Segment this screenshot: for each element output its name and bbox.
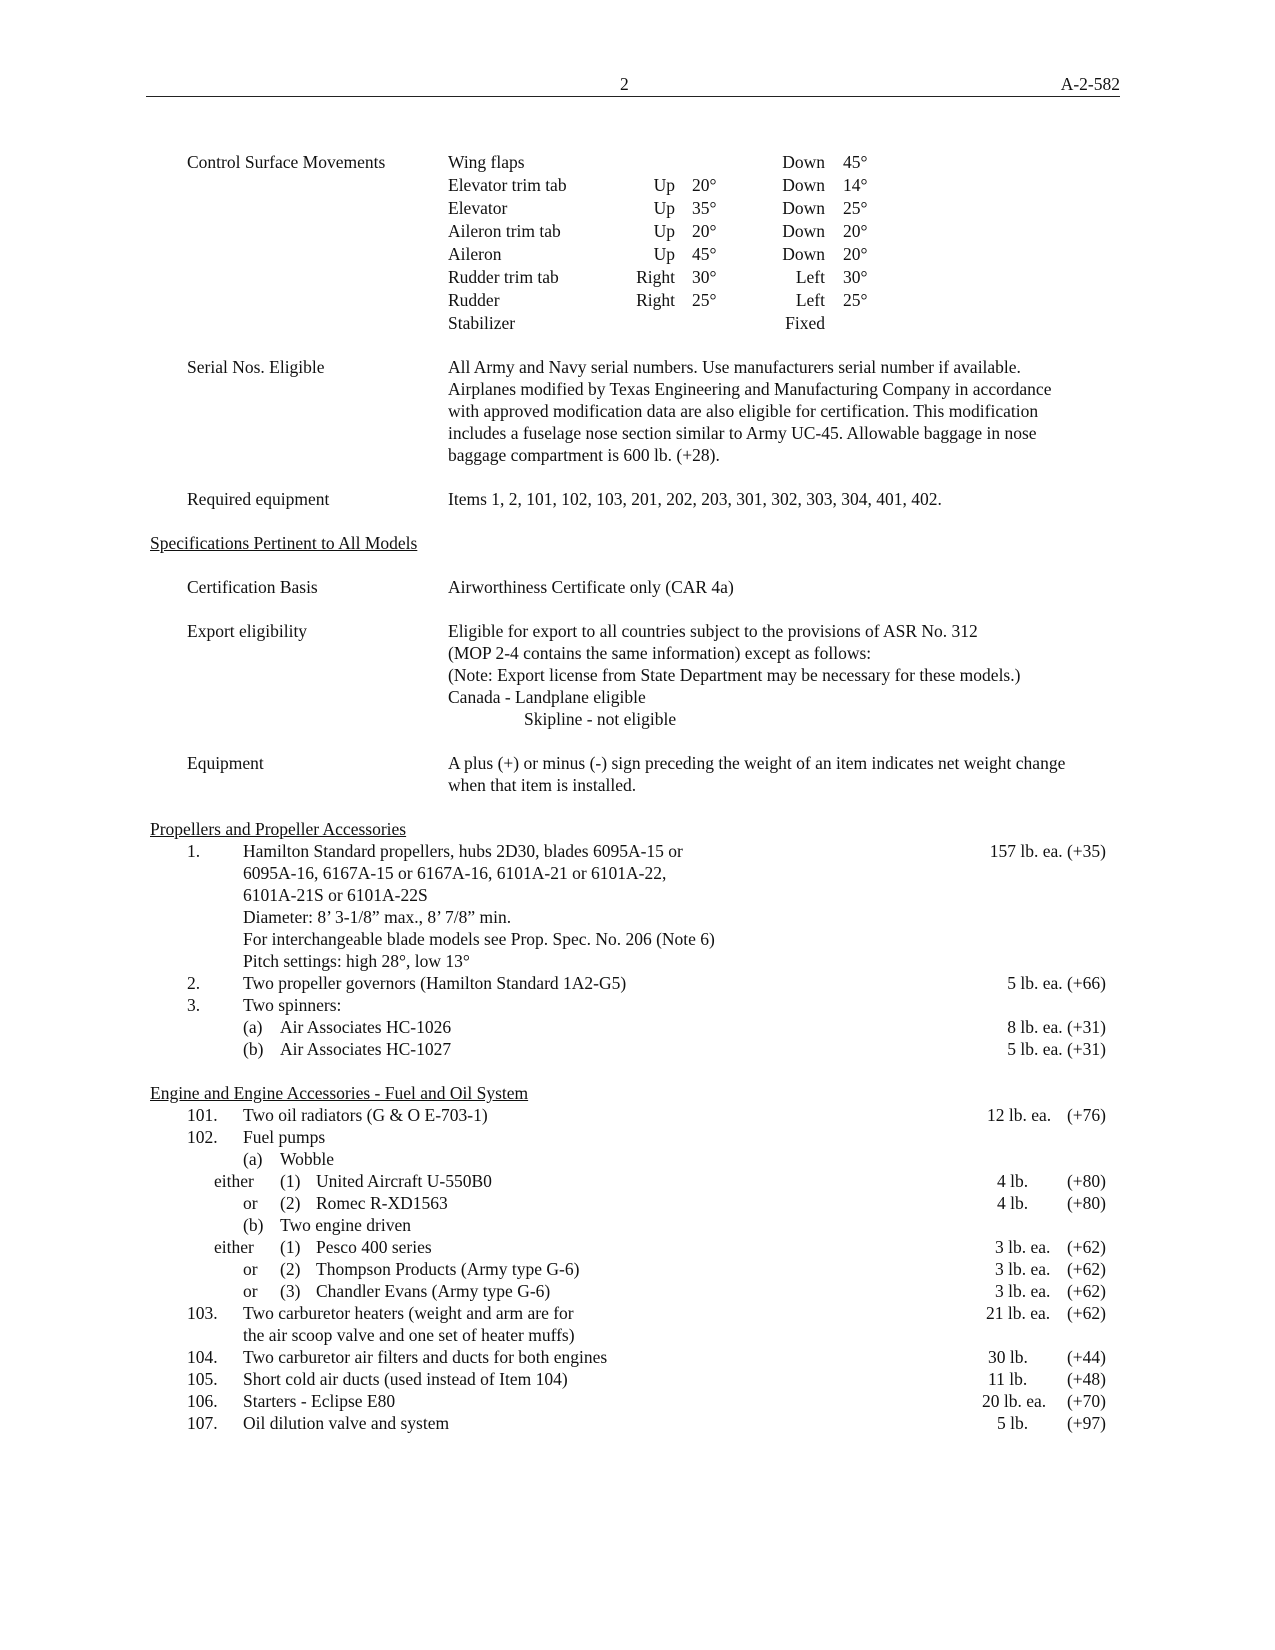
sub-item-letter: (b) — [243, 1039, 264, 1059]
control-surface-name: Rudder — [448, 290, 500, 310]
text-line: with approved modification data are also eligible for certification. This modification — [448, 401, 1039, 421]
header-rule — [146, 96, 1120, 97]
item-text: Two carburetor heaters (weight and arm are for — [243, 1303, 574, 1323]
item-weight: 12 lb. ea. — [987, 1105, 1052, 1125]
item-weight: 20 lb. ea. — [982, 1391, 1047, 1411]
control-surface-name: Stabilizer — [448, 313, 516, 333]
option-text: Pesco 400 series — [316, 1237, 432, 1257]
page-number: 2 — [620, 74, 629, 94]
item-number: 3. — [187, 995, 201, 1015]
item-weight: 5 lb. ea. (+66) — [1007, 973, 1106, 993]
text-line: Skipline - not eligible — [524, 709, 677, 729]
document-id: A-2-582 — [1060, 74, 1120, 94]
item-text: Oil dilution valve and system — [243, 1413, 450, 1433]
text-line: Eligible for export to all countries subject to the provisions of ASR No. 312 — [448, 621, 978, 641]
item-number: 106. — [187, 1391, 218, 1411]
item-text: Two propeller governors (Hamilton Standard 1A2-G5) — [243, 973, 627, 993]
control-surface-val2: 20° — [843, 244, 868, 264]
certification-basis-text: Airworthiness Certificate only (CAR 4a) — [448, 577, 734, 597]
control-surface-val2: 25° — [843, 198, 868, 218]
item-arm: (+44) — [1066, 1347, 1106, 1367]
export-eligibility-label: Export eligibility — [187, 621, 308, 641]
control-surface-dir1: Right — [636, 267, 675, 287]
control-surface-val1: 30° — [692, 267, 717, 287]
option-prefix: or — [243, 1193, 258, 1213]
item-text: Fuel pumps — [243, 1127, 326, 1147]
specifications-heading: Specifications Pertinent to All Models — [150, 533, 418, 553]
item-arm: (+62) — [1066, 1303, 1106, 1323]
control-surface-dir1: Right — [636, 290, 675, 310]
text-line: baggage compartment is 600 lb. (+28). — [448, 445, 720, 465]
sub-item-text: Two engine driven — [280, 1215, 411, 1235]
item-weight: 21 lb. ea. — [986, 1303, 1051, 1323]
option-text: Romec R-XD1563 — [316, 1193, 448, 1213]
control-surface-dir2: Down — [782, 221, 825, 241]
item-number: 2. — [187, 973, 201, 993]
sub-item-letter: (a) — [243, 1149, 263, 1169]
option-number: (1) — [280, 1171, 301, 1191]
option-text: Chandler Evans (Army type G-6) — [316, 1281, 551, 1301]
control-surface-val1: 25° — [692, 290, 717, 310]
control-surface-val2: 14° — [843, 175, 868, 195]
item-number: 103. — [187, 1303, 218, 1323]
control-surface-val2: 20° — [843, 221, 868, 241]
option-prefix: either — [214, 1237, 254, 1257]
control-surface-val1: 20° — [692, 221, 717, 241]
item-arm: (+62) — [1066, 1237, 1106, 1257]
item-arm: (+48) — [1066, 1369, 1106, 1389]
option-prefix: either — [214, 1171, 254, 1191]
item-number: 107. — [187, 1413, 218, 1433]
control-surface-name: Aileron trim tab — [448, 221, 561, 241]
control-surface-val2: 25° — [843, 290, 868, 310]
item-number: 104. — [187, 1347, 218, 1367]
text-line: Canada - Landplane eligible — [448, 687, 646, 707]
item-weight: 30 lb. — [988, 1347, 1028, 1367]
control-surface-name: Elevator trim tab — [448, 175, 567, 195]
serial-nos-label: Serial Nos. Eligible — [187, 357, 325, 377]
propellers-heading: Propellers and Propeller Accessories — [150, 819, 407, 839]
item-arm: (+62) — [1066, 1259, 1106, 1279]
control-surface-dir1: Up — [653, 198, 675, 218]
control-surface-dir2: Fixed — [785, 313, 825, 333]
item-text: Two oil radiators (G & O E-703-1) — [243, 1105, 488, 1125]
item-number: 1. — [187, 841, 201, 861]
item-text: Two carburetor air filters and ducts for both engines — [243, 1347, 608, 1367]
item-weight: 157 lb. ea. (+35) — [989, 841, 1106, 861]
item-text: Short cold air ducts (used instead of Item 104) — [243, 1369, 568, 1389]
required-equipment-text: Items 1, 2, 101, 102, 103, 201, 202, 203, 301, 302, 303, 304, 401, 402. — [448, 489, 942, 509]
control-surface-dir2: Down — [782, 152, 825, 172]
control-surface-dir1: Up — [653, 244, 675, 264]
control-surface-name: Aileron — [448, 244, 502, 264]
control-surface-val2: 30° — [843, 267, 868, 287]
control-surface-name: Rudder trim tab — [448, 267, 559, 287]
item-weight: 3 lb. ea. — [995, 1281, 1051, 1301]
text-line: when that item is installed. — [448, 775, 637, 795]
item-weight: 3 lb. ea. — [995, 1259, 1051, 1279]
item-number: 101. — [187, 1105, 218, 1125]
item-arm: (+80) — [1066, 1171, 1106, 1191]
text-line: For interchangeable blade models see Prop. Spec. No. 206 (Note 6) — [243, 929, 715, 949]
text-line: A plus (+) or minus (-) sign preceding the weight of an item indicates net weight change — [448, 753, 1066, 773]
sub-item-letter: (b) — [243, 1215, 264, 1235]
item-text: the air scoop valve and one set of heater muffs) — [243, 1325, 575, 1345]
control-surface-name: Elevator — [448, 198, 508, 218]
control-surfaces-label: Control Surface Movements — [187, 152, 386, 172]
item-text: Two spinners: — [243, 995, 342, 1015]
option-text: Thompson Products (Army type G-6) — [316, 1259, 580, 1279]
control-surface-dir2: Left — [795, 290, 825, 310]
item-arm: (+97) — [1066, 1413, 1106, 1433]
option-prefix: or — [243, 1259, 258, 1279]
control-surface-val2: 45° — [843, 152, 868, 172]
control-surface-dir1: Up — [653, 175, 675, 195]
option-text: United Aircraft U-550B0 — [316, 1171, 492, 1191]
item-weight: 4 lb. — [997, 1171, 1029, 1191]
control-surface-dir2: Down — [782, 244, 825, 264]
item-number: 102. — [187, 1127, 218, 1147]
text-line: Diameter: 8’ 3-1/8” max., 8’ 7/8” min. — [243, 907, 512, 927]
engine-heading: Engine and Engine Accessories - Fuel and Oil System — [150, 1083, 529, 1103]
text-line: Hamilton Standard propellers, hubs 2D30, blades 6095A-15 or — [243, 841, 683, 861]
sub-item-text: Wobble — [280, 1149, 334, 1169]
option-number: (1) — [280, 1237, 301, 1257]
item-arm: (+76) — [1066, 1105, 1106, 1125]
control-surface-dir2: Down — [782, 198, 825, 218]
control-surface-dir1: Up — [653, 221, 675, 241]
text-line: Pitch settings: high 28°, low 13° — [243, 951, 470, 971]
item-weight: 5 lb. — [997, 1413, 1029, 1433]
required-equipment-label: Required equipment — [187, 489, 330, 509]
option-number: (3) — [280, 1281, 301, 1301]
text-line: 6101A-21S or 6101A-22S — [243, 885, 428, 905]
control-surface-name: Wing flaps — [448, 152, 525, 172]
control-surface-val1: 35° — [692, 198, 717, 218]
control-surface-val1: 45° — [692, 244, 717, 264]
item-weight: 8 lb. ea. (+31) — [1007, 1017, 1106, 1037]
text-line: Airplanes modified by Texas Engineering and Manufacturing Company in accordance — [448, 379, 1052, 399]
text-line: (MOP 2-4 contains the same information) except as follows: — [448, 643, 872, 663]
option-number: (2) — [280, 1193, 301, 1213]
item-weight: 11 lb. — [988, 1369, 1028, 1389]
control-surface-dir2: Down — [782, 175, 825, 195]
item-text: Starters - Eclipse E80 — [243, 1391, 396, 1411]
option-prefix: or — [243, 1281, 258, 1301]
control-surface-dir2: Left — [795, 267, 825, 287]
text-line: (Note: Export license from State Department may be necessary for these models.) — [448, 665, 1021, 685]
control-surface-val1: 20° — [692, 175, 717, 195]
text-line: 6095A-16, 6167A-15 or 6167A-16, 6101A-21 or 6101A-22, — [243, 863, 667, 883]
item-weight: 4 lb. — [997, 1193, 1029, 1213]
equipment-label: Equipment — [187, 753, 264, 773]
item-arm: (+80) — [1066, 1193, 1106, 1213]
item-weight: 5 lb. ea. (+31) — [1007, 1039, 1106, 1059]
sub-item-text: Air Associates HC-1026 — [280, 1017, 452, 1037]
item-arm: (+62) — [1066, 1281, 1106, 1301]
sub-item-letter: (a) — [243, 1017, 263, 1037]
option-number: (2) — [280, 1259, 301, 1279]
item-number: 105. — [187, 1369, 218, 1389]
item-arm: (+70) — [1066, 1391, 1106, 1411]
text-line: includes a fuselage nose section similar to Army UC-45. Allowable baggage in nose — [448, 423, 1037, 443]
text-line: All Army and Navy serial numbers. Use manufacturers serial number if available. — [448, 357, 1021, 377]
certification-basis-label: Certification Basis — [187, 577, 318, 597]
item-weight: 3 lb. ea. — [995, 1237, 1051, 1257]
sub-item-text: Air Associates HC-1027 — [280, 1039, 452, 1059]
